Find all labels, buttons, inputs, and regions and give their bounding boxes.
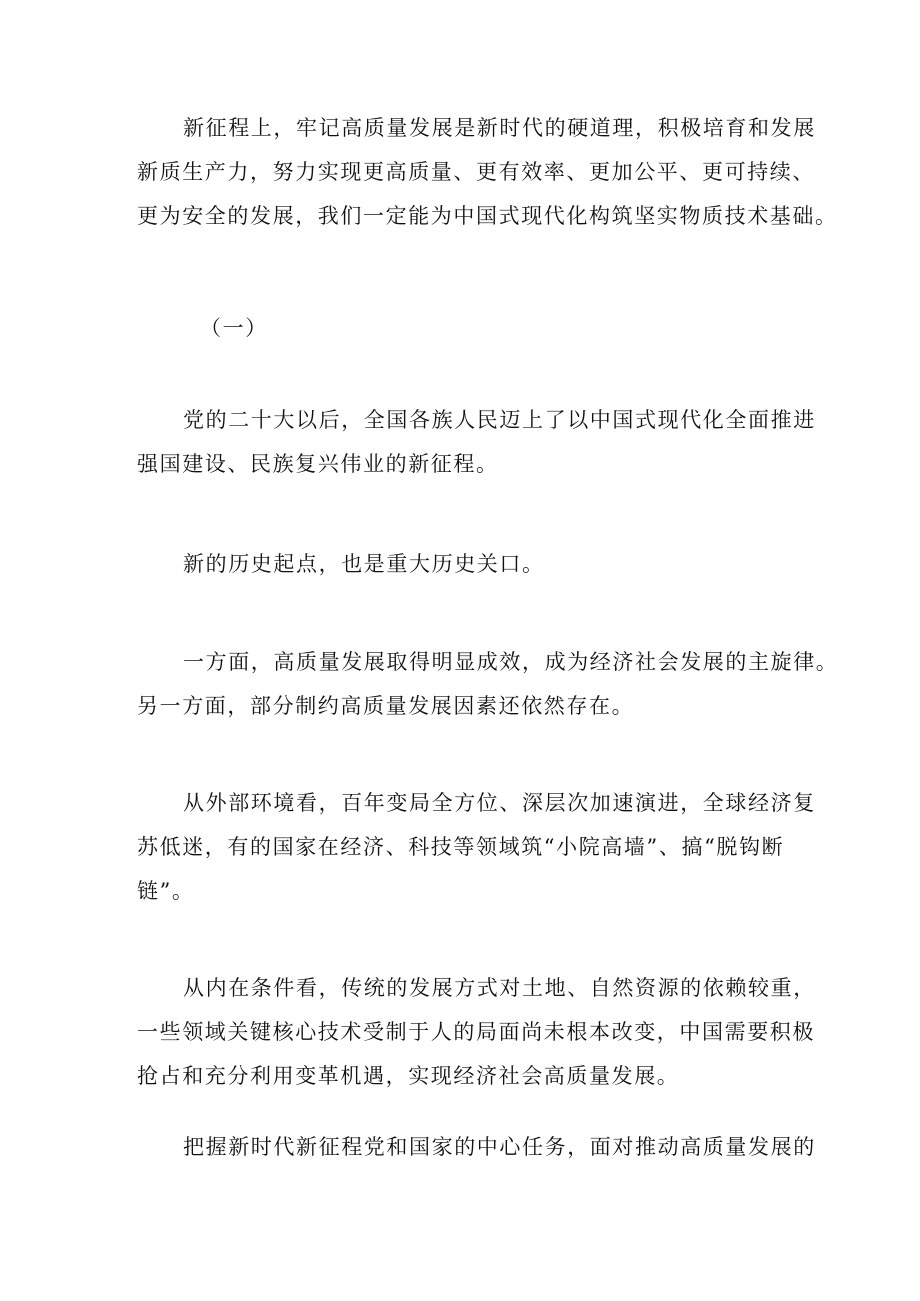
- paragraph-4: [137, 640, 839, 728]
- paragraph-line: 一方面，高质量发展取得明显成效，成为经济社会发展的主旋律。: [183, 650, 839, 674]
- paragraph-line: 新的历史起点，也是重大历史关口。: [183, 552, 545, 576]
- paragraph-line: 新质生产力，努力实现更高质量、更有效率、更加公平、更可持续、: [137, 160, 815, 184]
- paragraph-line: 抢占和充分利用变革机遇，实现经济社会高质量发展。: [137, 1064, 680, 1088]
- paragraph-line: 苏低迷，有的国家在经济、科技等领域筑“小院高墙”、搞“脱钩断: [137, 835, 785, 859]
- paragraph-line: 新征程上，牢记高质量发展是新时代的硬道理，积极培育和发展: [183, 116, 816, 140]
- paragraph-1: [137, 106, 838, 238]
- paragraph-5: [137, 781, 816, 913]
- paragraph-line: 从外部环境看，百年变局全方位、深层次加速演进，全球经济复: [183, 791, 816, 815]
- paragraph-line: 一些领域关键核心技术受制于人的局面尚未根本改变，中国需要积极: [137, 1020, 815, 1044]
- paragraph-3: [137, 542, 797, 586]
- paragraph-line: 链”。: [137, 879, 195, 903]
- paragraph-line: 从内在条件看，传统的发展方式对土地、自然资源的依赖较重，: [183, 976, 816, 1000]
- paragraph-7: [137, 1125, 816, 1169]
- paragraph-line: 更为安全的发展，我们一定能为中国式现代化构筑坚实物质技术基础。: [137, 204, 838, 228]
- paragraph-line: 把握新时代新征程党和国家的中心任务，面对推动高质量发展的: [183, 1135, 816, 1159]
- section-heading: （一）: [200, 316, 268, 340]
- paragraph-2: [137, 398, 816, 486]
- paragraph-line: 强国建设、民族复兴伟业的新征程。: [137, 452, 499, 476]
- paragraph-line: 党的二十大以后，全国各族人民迈上了以中国式现代化全面推进: [183, 408, 816, 432]
- paragraph-line: 另一方面，部分制约高质量发展因素还依然存在。: [137, 694, 635, 718]
- paragraph-6: [137, 966, 816, 1098]
